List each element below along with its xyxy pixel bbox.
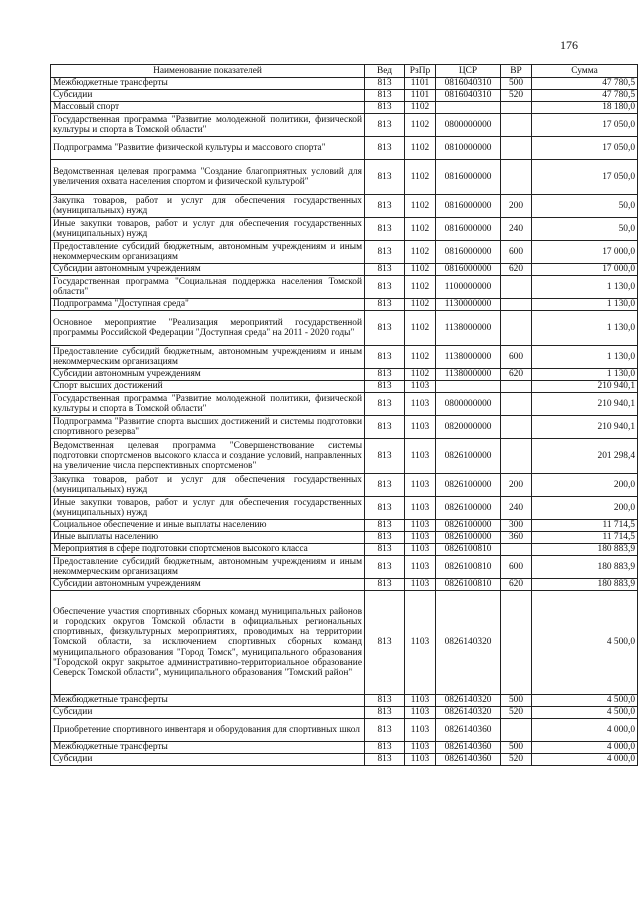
- row-ved: 813: [365, 195, 405, 218]
- row-sum: 18 180,0: [532, 102, 638, 114]
- header-sum: Сумма: [532, 65, 638, 78]
- row-rzpr: 1103: [405, 719, 436, 742]
- table-row: [51, 556, 638, 579]
- row-csr: 0826140320: [436, 591, 501, 695]
- row-ved: 813: [365, 160, 405, 195]
- row-csr: 0800000000: [436, 114, 501, 137]
- table-row: [51, 264, 638, 276]
- row-sum: 210 940,1: [532, 381, 638, 393]
- row-vr: [501, 276, 532, 299]
- row-csr: 0826100810: [436, 544, 501, 556]
- row-name: Мероприятия в сфере подготовки спортсменов высокого класса: [51, 544, 365, 556]
- table-row: [51, 742, 638, 754]
- table-row: [51, 393, 638, 416]
- row-vr: [501, 591, 532, 695]
- row-csr: [436, 381, 501, 393]
- row-ved: 813: [365, 264, 405, 276]
- table-row: [51, 114, 638, 137]
- row-rzpr: 1103: [405, 707, 436, 719]
- row-rzpr: 1102: [405, 369, 436, 381]
- row-name: Основное мероприятие "Реализация мероприятий государственной программы Российской Федерации "Доступная среда" на 2011 - 2020 годы": [51, 311, 365, 346]
- row-name: Субсидии: [51, 754, 365, 766]
- row-name: Субсидии: [51, 707, 365, 719]
- row-name: Предоставление субсидий бюджетным, автономным учреждениям и иным некоммерческим организациям: [51, 346, 365, 369]
- row-sum: 210 940,1: [532, 416, 638, 439]
- table-row: [51, 160, 638, 195]
- row-ved: 813: [365, 544, 405, 556]
- row-vr: 500: [501, 695, 532, 707]
- row-name: Государственная программа "Социальная поддержка населения Томской области": [51, 276, 365, 299]
- row-csr: 0826100000: [436, 532, 501, 544]
- row-rzpr: 1102: [405, 346, 436, 369]
- row-rzpr: 1102: [405, 264, 436, 276]
- row-ved: 813: [365, 474, 405, 497]
- header-csr: ЦСР: [436, 65, 501, 78]
- row-ved: 813: [365, 311, 405, 346]
- row-rzpr: 1103: [405, 695, 436, 707]
- row-vr: [501, 381, 532, 393]
- table-row: [51, 707, 638, 719]
- row-name: Межбюджетные трансферты: [51, 78, 365, 90]
- table-row: [51, 520, 638, 532]
- row-name: Предоставление субсидий бюджетным, автономным учреждениям и иным некоммерческим организациям: [51, 241, 365, 264]
- row-name: Ведомственная целевая программа "Совершенствование системы подготовки спортсменов высокого класса и создание условий, направленных на увеличение числа перспективных спортсменов": [51, 439, 365, 474]
- row-sum: 180 883,9: [532, 556, 638, 579]
- row-rzpr: 1103: [405, 579, 436, 591]
- row-rzpr: 1103: [405, 393, 436, 416]
- row-vr: 520: [501, 90, 532, 102]
- row-csr: 0816000000: [436, 264, 501, 276]
- row-vr: 620: [501, 369, 532, 381]
- row-vr: 520: [501, 707, 532, 719]
- row-rzpr: 1103: [405, 439, 436, 474]
- row-csr: 1130000000: [436, 299, 501, 311]
- header-rzpr: РзПр: [405, 65, 436, 78]
- row-sum: 11 714,5: [532, 532, 638, 544]
- row-vr: 500: [501, 78, 532, 90]
- row-csr: 0826100000: [436, 474, 501, 497]
- table-header-row: [51, 65, 638, 78]
- row-csr: 0826140360: [436, 719, 501, 742]
- row-csr: 0826140360: [436, 754, 501, 766]
- row-name: Субсидии автономным учреждениям: [51, 579, 365, 591]
- row-ved: 813: [365, 556, 405, 579]
- header-ved: Вед: [365, 65, 405, 78]
- row-sum: 4 500,0: [532, 695, 638, 707]
- row-rzpr: 1103: [405, 416, 436, 439]
- row-csr: 1138000000: [436, 369, 501, 381]
- budget-table: [50, 64, 638, 766]
- row-vr: 520: [501, 754, 532, 766]
- table-body: [51, 78, 638, 766]
- row-vr: 240: [501, 218, 532, 241]
- row-csr: 1138000000: [436, 311, 501, 346]
- page-number: 176: [560, 38, 578, 52]
- row-sum: 210 940,1: [532, 393, 638, 416]
- table-row: [51, 497, 638, 520]
- row-sum: 1 130,0: [532, 276, 638, 299]
- row-vr: 600: [501, 241, 532, 264]
- row-vr: [501, 160, 532, 195]
- row-sum: 200,0: [532, 497, 638, 520]
- row-ved: 813: [365, 114, 405, 137]
- row-vr: 600: [501, 556, 532, 579]
- row-vr: 620: [501, 264, 532, 276]
- row-sum: 201 298,4: [532, 439, 638, 474]
- row-ved: 813: [365, 520, 405, 532]
- table-row: [51, 416, 638, 439]
- row-csr: 0810000000: [436, 137, 501, 160]
- row-csr: 0816000000: [436, 160, 501, 195]
- row-name: Подпрограмма "Развитие спорта высших достижений и системы подготовки спортивного резерва": [51, 416, 365, 439]
- table-row: [51, 90, 638, 102]
- row-ved: 813: [365, 591, 405, 695]
- row-name: Ведомственная целевая программа "Создание благоприятных условий для увеличения охвата населения спортом и физической культурой": [51, 160, 365, 195]
- row-name: Субсидии автономным учреждениям: [51, 264, 365, 276]
- row-ved: 813: [365, 276, 405, 299]
- row-ved: 813: [365, 497, 405, 520]
- table-row: [51, 719, 638, 742]
- row-rzpr: 1103: [405, 520, 436, 532]
- table-row: [51, 276, 638, 299]
- row-csr: 0816000000: [436, 241, 501, 264]
- row-sum: 4 000,0: [532, 719, 638, 742]
- row-name: Субсидии: [51, 90, 365, 102]
- row-sum: 1 130,0: [532, 369, 638, 381]
- row-sum: 17 050,0: [532, 137, 638, 160]
- row-sum: 50,0: [532, 195, 638, 218]
- row-name: Иные выплаты населению: [51, 532, 365, 544]
- row-name: Приобретение спортивного инвентаря и оборудования для спортивных школ: [51, 719, 365, 742]
- row-name: Межбюджетные трансферты: [51, 695, 365, 707]
- table-row: [51, 346, 638, 369]
- row-csr: 0816040310: [436, 90, 501, 102]
- row-ved: 813: [365, 579, 405, 591]
- table-row: [51, 381, 638, 393]
- row-sum: 200,0: [532, 474, 638, 497]
- row-vr: [501, 311, 532, 346]
- row-vr: [501, 393, 532, 416]
- row-rzpr: 1102: [405, 137, 436, 160]
- row-name: Массовый спорт: [51, 102, 365, 114]
- row-ved: 813: [365, 416, 405, 439]
- row-csr: 1138000000: [436, 346, 501, 369]
- table-row: [51, 439, 638, 474]
- row-vr: [501, 299, 532, 311]
- row-name: Закупка товаров, работ и услуг для обеспечения государственных (муниципальных) нужд: [51, 195, 365, 218]
- row-name: Подпрограмма "Доступная среда": [51, 299, 365, 311]
- row-ved: 813: [365, 218, 405, 241]
- table-row: [51, 218, 638, 241]
- row-sum: 50,0: [532, 218, 638, 241]
- row-name: Социальное обеспечение и иные выплаты населению: [51, 520, 365, 532]
- row-rzpr: 1102: [405, 276, 436, 299]
- row-ved: 813: [365, 695, 405, 707]
- row-ved: 813: [365, 393, 405, 416]
- row-sum: 1 130,0: [532, 299, 638, 311]
- row-ved: 813: [365, 439, 405, 474]
- row-csr: 0816040310: [436, 78, 501, 90]
- row-ved: 813: [365, 78, 405, 90]
- table-row: [51, 369, 638, 381]
- row-ved: 813: [365, 346, 405, 369]
- row-ved: 813: [365, 241, 405, 264]
- table-row: [51, 754, 638, 766]
- row-sum: 4 500,0: [532, 591, 638, 695]
- row-sum: 47 780,5: [532, 90, 638, 102]
- row-vr: [501, 114, 532, 137]
- table-row: [51, 102, 638, 114]
- row-ved: 813: [365, 102, 405, 114]
- row-ved: 813: [365, 532, 405, 544]
- row-rzpr: 1103: [405, 754, 436, 766]
- row-sum: 180 883,9: [532, 544, 638, 556]
- table-row: [51, 532, 638, 544]
- row-rzpr: 1103: [405, 381, 436, 393]
- row-vr: 200: [501, 195, 532, 218]
- row-vr: [501, 544, 532, 556]
- row-sum: 17 050,0: [532, 114, 638, 137]
- row-sum: 4 000,0: [532, 742, 638, 754]
- header-name: Наименование показателей: [51, 65, 365, 78]
- row-csr: 0826100000: [436, 439, 501, 474]
- row-vr: [501, 439, 532, 474]
- header-vr: ВР: [501, 65, 532, 78]
- row-sum: 4 000,0: [532, 754, 638, 766]
- row-rzpr: 1103: [405, 474, 436, 497]
- row-rzpr: 1103: [405, 591, 436, 695]
- row-name: Иные закупки товаров, работ и услуг для обеспечения государственных (муниципальных) нужд: [51, 497, 365, 520]
- row-sum: 17 000,0: [532, 264, 638, 276]
- table-row: [51, 474, 638, 497]
- row-vr: 620: [501, 579, 532, 591]
- row-csr: 0826100810: [436, 556, 501, 579]
- table-row: [51, 695, 638, 707]
- row-name: Государственная программа "Развитие молодежной политики, физической культуры и спорта в Томской области": [51, 393, 365, 416]
- row-csr: 0826100000: [436, 520, 501, 532]
- row-csr: 0816000000: [436, 195, 501, 218]
- row-csr: 0826140320: [436, 707, 501, 719]
- row-sum: 1 130,0: [532, 311, 638, 346]
- row-vr: [501, 719, 532, 742]
- row-ved: 813: [365, 299, 405, 311]
- table-row: [51, 137, 638, 160]
- row-name: Обеспечение участия спортивных сборных команд муниципальных районов и городских округов Томской области в официальных региональных спортивных, физкультурных мероприятиях, проводимых на территории Томской области, за исключением спортивных сборных команд муниципального образования "Город Томск", муниципального образования "Городской округ закрытое административно-территориальное образование Северск Томской области", муниципального образования "Томский район": [51, 591, 365, 695]
- row-rzpr: 1102: [405, 241, 436, 264]
- row-rzpr: 1101: [405, 90, 436, 102]
- row-csr: 0826100000: [436, 497, 501, 520]
- row-csr: 1100000000: [436, 276, 501, 299]
- table-row: [51, 195, 638, 218]
- row-vr: 360: [501, 532, 532, 544]
- row-rzpr: 1103: [405, 544, 436, 556]
- row-vr: [501, 137, 532, 160]
- row-vr: 500: [501, 742, 532, 754]
- row-name: Закупка товаров, работ и услуг для обеспечения государственных (муниципальных) нужд: [51, 474, 365, 497]
- row-rzpr: 1102: [405, 160, 436, 195]
- row-sum: 17 050,0: [532, 160, 638, 195]
- row-ved: 813: [365, 707, 405, 719]
- row-name: Межбюджетные трансферты: [51, 742, 365, 754]
- row-rzpr: 1102: [405, 218, 436, 241]
- row-name: Иные закупки товаров, работ и услуг для обеспечения государственных (муниципальных) нужд: [51, 218, 365, 241]
- table-row: [51, 311, 638, 346]
- table-row: [51, 591, 638, 695]
- row-rzpr: 1101: [405, 78, 436, 90]
- row-name: Субсидии автономным учреждениям: [51, 369, 365, 381]
- row-ved: 813: [365, 719, 405, 742]
- table-row: [51, 241, 638, 264]
- row-csr: 0816000000: [436, 218, 501, 241]
- row-csr: [436, 102, 501, 114]
- row-rzpr: 1102: [405, 299, 436, 311]
- row-csr: 0826140320: [436, 695, 501, 707]
- row-rzpr: 1103: [405, 497, 436, 520]
- row-rzpr: 1102: [405, 311, 436, 346]
- row-name: Спорт высших достижений: [51, 381, 365, 393]
- row-sum: 4 500,0: [532, 707, 638, 719]
- row-vr: 200: [501, 474, 532, 497]
- row-csr: 0826100810: [436, 579, 501, 591]
- row-sum: 17 000,0: [532, 241, 638, 264]
- row-vr: 300: [501, 520, 532, 532]
- row-ved: 813: [365, 381, 405, 393]
- row-rzpr: 1103: [405, 742, 436, 754]
- table-row: [51, 299, 638, 311]
- row-vr: [501, 102, 532, 114]
- row-ved: 813: [365, 90, 405, 102]
- row-vr: [501, 416, 532, 439]
- row-name: Предоставление субсидий бюджетным, автономным учреждениям и иным некоммерческим организациям: [51, 556, 365, 579]
- row-rzpr: 1102: [405, 102, 436, 114]
- row-sum: 11 714,5: [532, 520, 638, 532]
- table-row: [51, 579, 638, 591]
- row-name: Государственная программа "Развитие молодежной политики, физической культуры и спорта в Томской области": [51, 114, 365, 137]
- row-rzpr: 1102: [405, 195, 436, 218]
- row-rzpr: 1102: [405, 114, 436, 137]
- table-row: [51, 544, 638, 556]
- row-rzpr: 1103: [405, 556, 436, 579]
- row-vr: 600: [501, 346, 532, 369]
- row-vr: 240: [501, 497, 532, 520]
- row-name: Подпрограмма "Развитие физической культуры и массового спорта": [51, 137, 365, 160]
- row-ved: 813: [365, 754, 405, 766]
- row-ved: 813: [365, 137, 405, 160]
- row-csr: 0820000000: [436, 416, 501, 439]
- row-csr: 0826140360: [436, 742, 501, 754]
- row-sum: 1 130,0: [532, 346, 638, 369]
- row-csr: 0800000000: [436, 393, 501, 416]
- row-sum: 47 780,5: [532, 78, 638, 90]
- row-ved: 813: [365, 369, 405, 381]
- row-sum: 180 883,9: [532, 579, 638, 591]
- row-ved: 813: [365, 742, 405, 754]
- row-rzpr: 1103: [405, 532, 436, 544]
- table-row: [51, 78, 638, 90]
